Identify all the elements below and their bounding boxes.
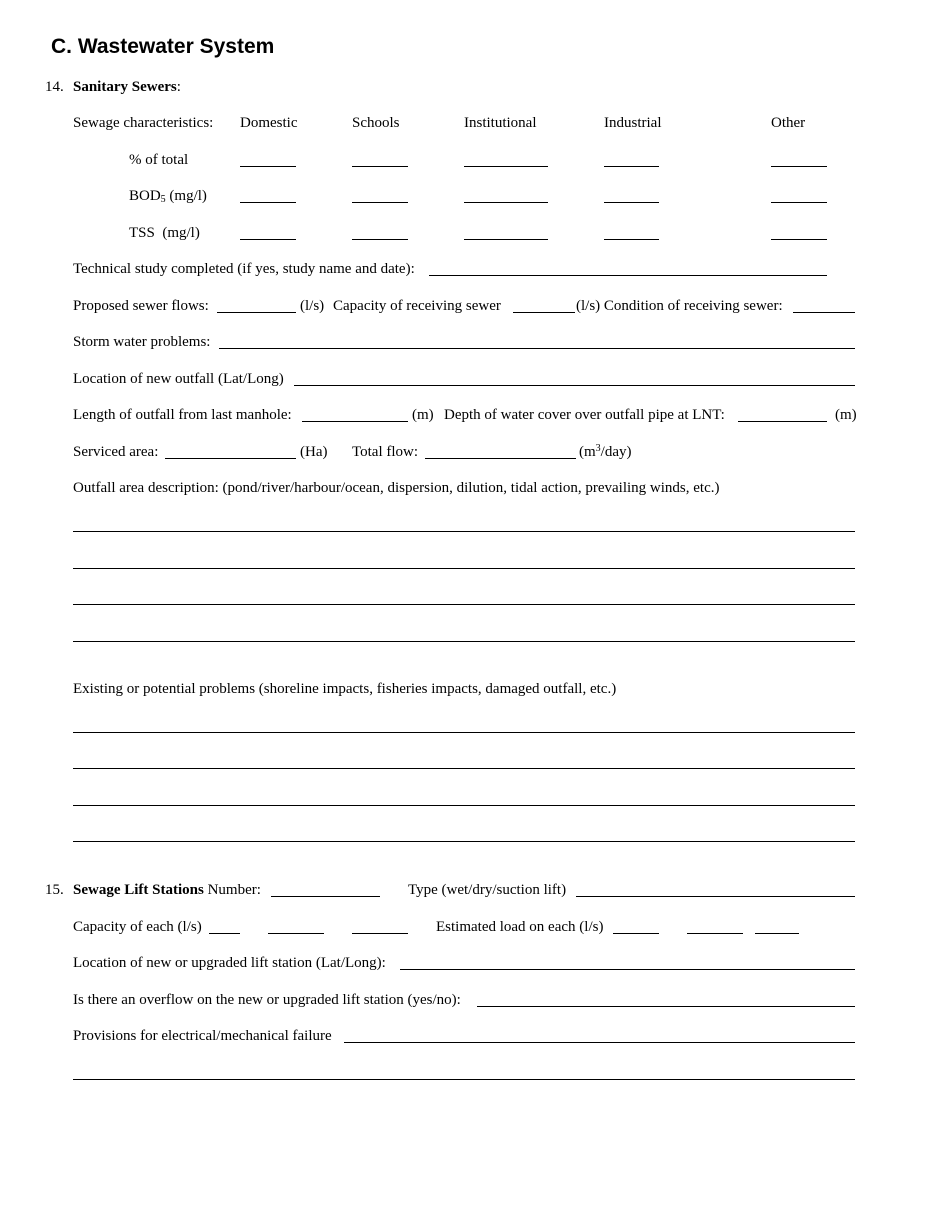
total-flow-field[interactable] bbox=[425, 458, 576, 459]
tss-industrial-field[interactable] bbox=[604, 239, 659, 240]
provisions-label: Provisions for electrical/mechanical failure bbox=[73, 1028, 332, 1044]
q14-number: 14. bbox=[45, 79, 64, 95]
bod-industrial-field[interactable] bbox=[604, 202, 659, 203]
q15-number-label: Number: bbox=[203, 882, 261, 898]
lift-station-location-field[interactable] bbox=[400, 969, 855, 970]
outfall-length-label: Length of outfall from last manhole: bbox=[73, 407, 292, 423]
outfall-location-field[interactable] bbox=[294, 385, 855, 386]
storm-water-field[interactable] bbox=[219, 348, 855, 349]
lift-station-number-field[interactable] bbox=[271, 896, 380, 897]
pct-industrial-field[interactable] bbox=[604, 166, 659, 167]
total-flow-label: Total flow: bbox=[352, 444, 419, 460]
col-industrial: Industrial bbox=[604, 115, 662, 131]
depth-cover-unit: (m) bbox=[835, 407, 857, 423]
overflow-label: Is there an overflow on the new or upgraded lift station (yes/no): bbox=[73, 992, 461, 1008]
overflow-field[interactable] bbox=[477, 1006, 855, 1007]
lift-station-location-label: Location of new or upgraded lift station (Lat/Long): bbox=[73, 955, 386, 971]
serviced-area-field[interactable] bbox=[165, 458, 296, 459]
proposed-flows-label: Proposed sewer flows: bbox=[73, 298, 209, 314]
bod-schools-field[interactable] bbox=[352, 202, 408, 203]
outfall-description-line-4[interactable] bbox=[73, 641, 855, 642]
lift-station-type-field[interactable] bbox=[576, 896, 855, 897]
row-pct-total-label: % of total bbox=[129, 152, 189, 168]
problems-label: Existing or potential problems (shoreline impacts, fisheries impacts, damaged outfall, etc.) bbox=[73, 681, 617, 697]
problems-line-2[interactable] bbox=[73, 768, 855, 769]
col-schools: Schools bbox=[352, 115, 400, 131]
tss-schools-field[interactable] bbox=[352, 239, 408, 240]
q14-heading-suffix: : bbox=[176, 79, 181, 95]
capacity-receiving-label: Capacity of receiving sewer bbox=[333, 298, 501, 314]
row-bod-label bbox=[129, 187, 207, 205]
col-other: Other bbox=[771, 115, 806, 131]
bod-unit: (mg/l) bbox=[165, 188, 207, 204]
capacity-receiving-field[interactable] bbox=[513, 312, 575, 313]
bod-domestic-field[interactable] bbox=[240, 202, 296, 203]
outfall-length-unit: (m) bbox=[412, 407, 434, 423]
depth-cover-label: Depth of water cover over outfall pipe at LNT: bbox=[444, 407, 725, 423]
flow-unit-superscript: 3 bbox=[595, 443, 601, 454]
q14-heading-text: Sanitary Sewers bbox=[73, 79, 177, 95]
outfall-description-line-3[interactable] bbox=[73, 604, 855, 605]
q15-heading-text: Sewage Lift Stations bbox=[73, 882, 204, 898]
outfall-description-line-1[interactable] bbox=[73, 531, 855, 532]
q14-heading bbox=[73, 78, 181, 96]
flow-unit-prefix: (m bbox=[579, 444, 596, 460]
estimated-load-label: Estimated load on each (l/s) bbox=[436, 919, 604, 935]
capacity-each-field-2[interactable] bbox=[268, 933, 324, 934]
flow-unit-suffix: /day) bbox=[600, 444, 632, 460]
total-flow-unit bbox=[579, 443, 632, 461]
estimated-load-field-1[interactable] bbox=[613, 933, 659, 934]
pct-schools-field[interactable] bbox=[352, 166, 408, 167]
capacity-each-field-1[interactable] bbox=[209, 933, 240, 934]
technical-study-field[interactable] bbox=[429, 275, 827, 276]
serviced-area-label: Serviced area: bbox=[73, 444, 159, 460]
q15-heading bbox=[73, 881, 261, 899]
tss-institutional-field[interactable] bbox=[464, 239, 548, 240]
outfall-description-line-2[interactable] bbox=[73, 568, 855, 569]
proposed-flows-field[interactable] bbox=[217, 312, 296, 313]
sewage-characteristics-label: Sewage characteristics: bbox=[73, 115, 214, 131]
estimated-load-field-3[interactable] bbox=[755, 933, 799, 934]
bod-other-field[interactable] bbox=[771, 202, 827, 203]
technical-study-label: Technical study completed (if yes, study name and date): bbox=[73, 261, 415, 277]
pct-domestic-field[interactable] bbox=[240, 166, 296, 167]
proposed-flows-unit: (l/s) bbox=[300, 298, 325, 314]
bod-subscript: 5 bbox=[160, 194, 166, 205]
outfall-description-label: Outfall area description: (pond/river/harbour/ocean, dispersion, dilution, tidal action, prevailing winds, etc.) bbox=[73, 480, 720, 496]
q15-number: 15. bbox=[45, 882, 64, 898]
provisions-field[interactable] bbox=[344, 1042, 855, 1043]
outfall-location-label: Location of new outfall (Lat/Long) bbox=[73, 371, 284, 387]
tss-domestic-field[interactable] bbox=[240, 239, 296, 240]
storm-water-label: Storm water problems: bbox=[73, 334, 211, 350]
capacity-each-label: Capacity of each (l/s) bbox=[73, 919, 202, 935]
bod-institutional-field[interactable] bbox=[464, 202, 548, 203]
section-title: C. Wastewater System bbox=[51, 35, 275, 58]
estimated-load-field-2[interactable] bbox=[687, 933, 743, 934]
condition-receiving-label: (l/s) Condition of receiving sewer: bbox=[576, 298, 783, 314]
tss-other-field[interactable] bbox=[771, 239, 827, 240]
pct-institutional-field[interactable] bbox=[464, 166, 548, 167]
pct-other-field[interactable] bbox=[771, 166, 827, 167]
serviced-area-unit: (Ha) bbox=[300, 444, 328, 460]
row-tss-label: TSS (mg/l) bbox=[129, 225, 200, 241]
outfall-length-field[interactable] bbox=[302, 421, 408, 422]
depth-cover-field[interactable] bbox=[738, 421, 827, 422]
lift-station-type-label: Type (wet/dry/suction lift) bbox=[408, 882, 567, 898]
bod-text: BOD bbox=[129, 188, 161, 204]
capacity-each-field-3[interactable] bbox=[352, 933, 408, 934]
col-domestic: Domestic bbox=[240, 115, 298, 131]
problems-line-3[interactable] bbox=[73, 805, 855, 806]
col-institutional: Institutional bbox=[464, 115, 537, 131]
problems-line-1[interactable] bbox=[73, 732, 855, 733]
provisions-line-2[interactable] bbox=[73, 1079, 855, 1080]
problems-line-4[interactable] bbox=[73, 841, 855, 842]
condition-receiving-field[interactable] bbox=[793, 312, 855, 313]
